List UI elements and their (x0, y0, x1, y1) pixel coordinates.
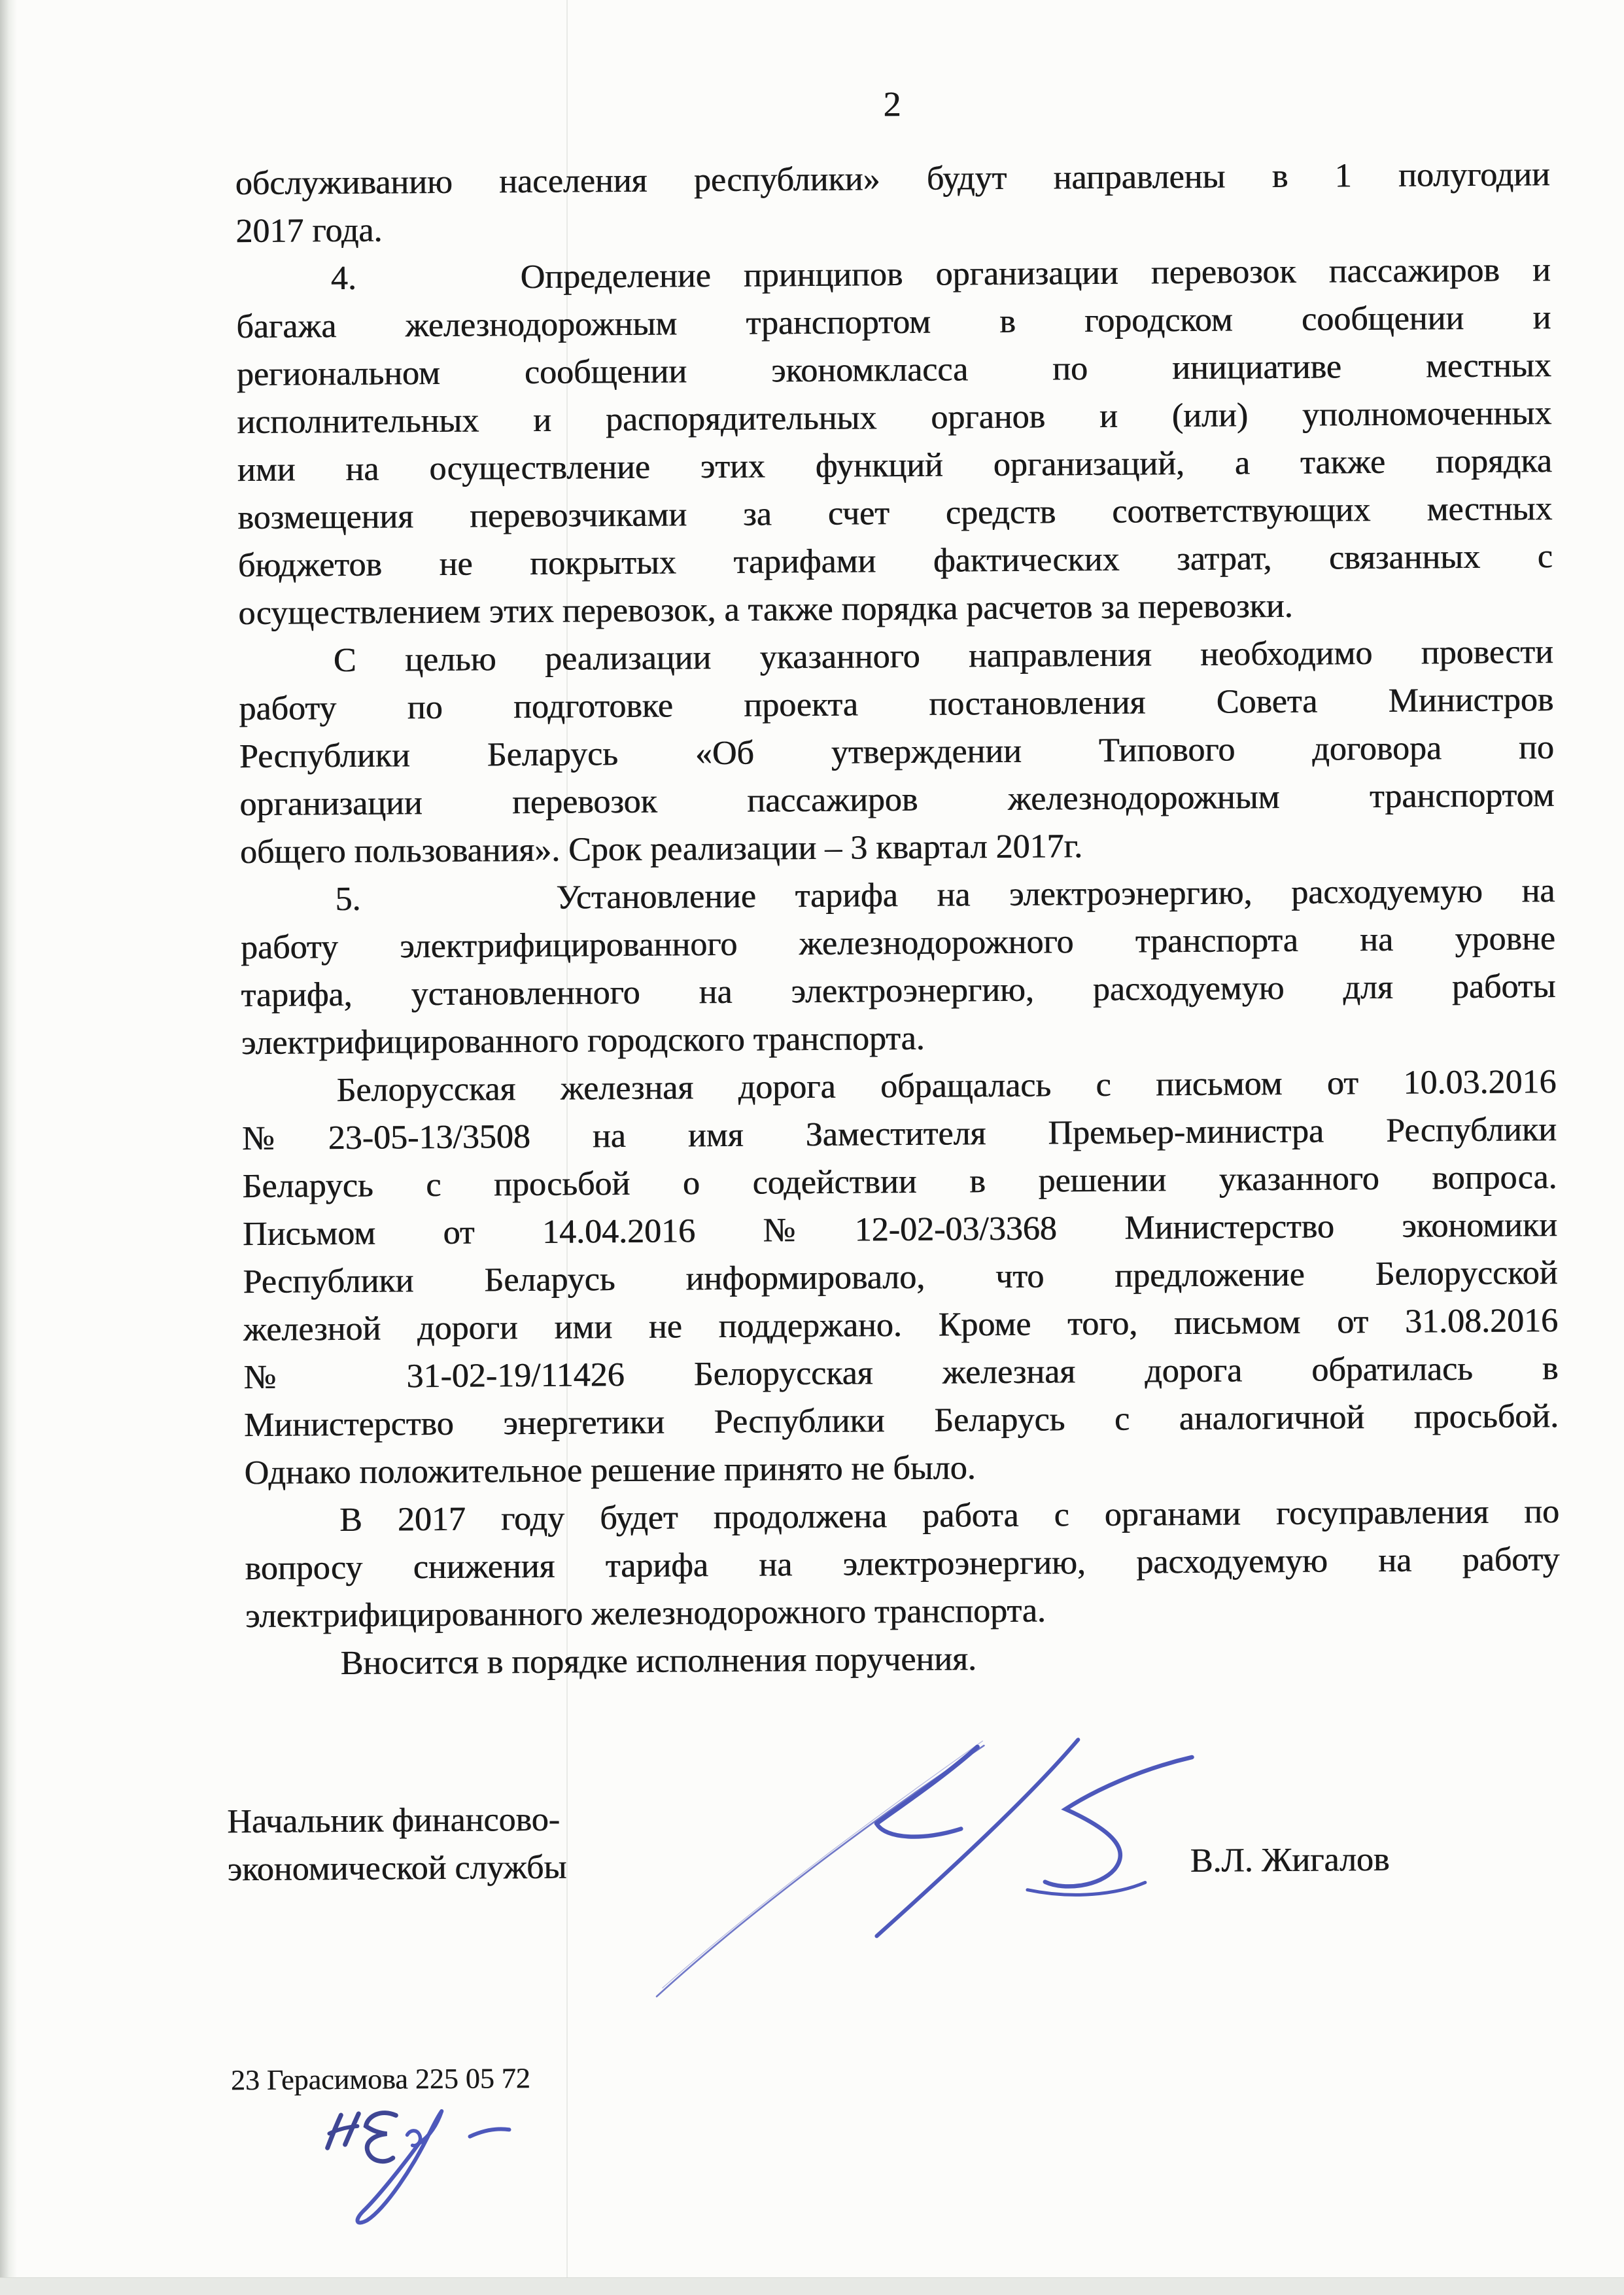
text-line: железной дороги ими не поддержано. Кроме того, письмом от 31.08.2016 (243, 1302, 1559, 1349)
text-line: электрифицированного железнодорожного транспорта. (245, 1592, 1046, 1636)
signature-ink (593, 1672, 1223, 2030)
text-line: осуществлением этих перевозок, а также порядка расчетов за перевозки. (238, 587, 1293, 633)
paragraph (245, 1488, 1560, 1640)
signer-position-line: экономической службы (227, 1848, 567, 1889)
handwritten-initials-ink (320, 2105, 544, 2295)
text-line: Письмом от 14.04.2016 №12-02-03/3368 Министерство экономики (242, 1206, 1558, 1253)
text-line: 4. Определение принципов организации перевозок пассажиров и (330, 251, 1551, 298)
text-line: бюджетов не покрытых тарифами фактических затрат, связанных с (237, 538, 1553, 585)
body-text (235, 150, 1560, 1688)
scan-bottom-edge (0, 2277, 1624, 2295)
signer-position-line: Начальник финансово- (226, 1800, 561, 1841)
text-line: С целью реализации указанного направления необходимо провести (333, 633, 1553, 680)
paragraph (241, 1058, 1559, 1497)
text-line: Вносится в порядке исполнения поручения. (340, 1640, 976, 1683)
text-line: №23-05-13/3508 на имя Заместителя Премьер-министра Республики (241, 1111, 1557, 1158)
text-line: Белорусская железная дорога обращалась с письмом от 10.03.2016 (336, 1063, 1557, 1110)
text-line: исполнительных и распорядительных органов и (или) уполномоченных (237, 394, 1552, 442)
text-line: работу электрифицированного железнодорожного транспорта на уровне (240, 920, 1555, 967)
text-line: Беларусь с просьбой о содействии в решении указанного вопроса. (242, 1159, 1557, 1206)
text-line: работу по подготовке проекта постановления Совета Министров (239, 681, 1554, 728)
text-line: 2017 года. (235, 211, 383, 251)
text-line: региональном сообщении экономкласса по инициативе местных (236, 347, 1551, 394)
text-line: электрифицированного городского транспорта. (241, 1019, 925, 1062)
paragraph (235, 246, 1553, 637)
executor-note: 23 Герасимова 225 05 72 (230, 2062, 530, 2097)
text-line: Республики Беларусь «Об утверждении Типового договора по (239, 729, 1554, 776)
text-line: Однако положительное решение принято не было. (244, 1449, 976, 1492)
signer-name: В.Л. Жигалов (1190, 1840, 1390, 1880)
text-line: багажа железнодорожным транспортом в городском сообщении и (236, 299, 1551, 346)
text-line: организации перевозок пассажиров железнодорожным транспортом (239, 777, 1555, 824)
text-line: ими на осуществление этих функций организаций, а также порядка (237, 442, 1552, 489)
text-line: № 31-02-19/11426 Белорусская железная дорога обратилась в (243, 1350, 1559, 1397)
text-line: Республики Беларусь информировало, что предложение Белорусской (243, 1254, 1558, 1301)
text-line: общего пользования». Срок реализации – 3 квартал 2017г. (239, 828, 1083, 871)
text-line: Министерство энергетики Республики Беларусь с аналогичной просьбой. (243, 1397, 1559, 1445)
page-number: 2 (883, 84, 901, 124)
text-line: обслуживанию населения республики» будут направлены в 1 полугодии (235, 156, 1550, 203)
text-line: тарифа, установленного на электроэнергию, расходуемую для работы (241, 968, 1556, 1015)
paragraph (239, 628, 1555, 876)
text-line: В 2017 году будет продолжена работа с органами госуправления по (339, 1493, 1560, 1539)
paragraph (235, 150, 1550, 255)
text-line: возмещения перевозчиками за счет средств соответствующих местных (237, 490, 1553, 537)
paragraph (240, 867, 1556, 1067)
text-line: 5. Установление тарифа на электроэнергию, расходуемую на (335, 872, 1555, 919)
text-line: вопросу снижения тарифа на электроэнергию, расходуемую на работу (245, 1541, 1560, 1588)
